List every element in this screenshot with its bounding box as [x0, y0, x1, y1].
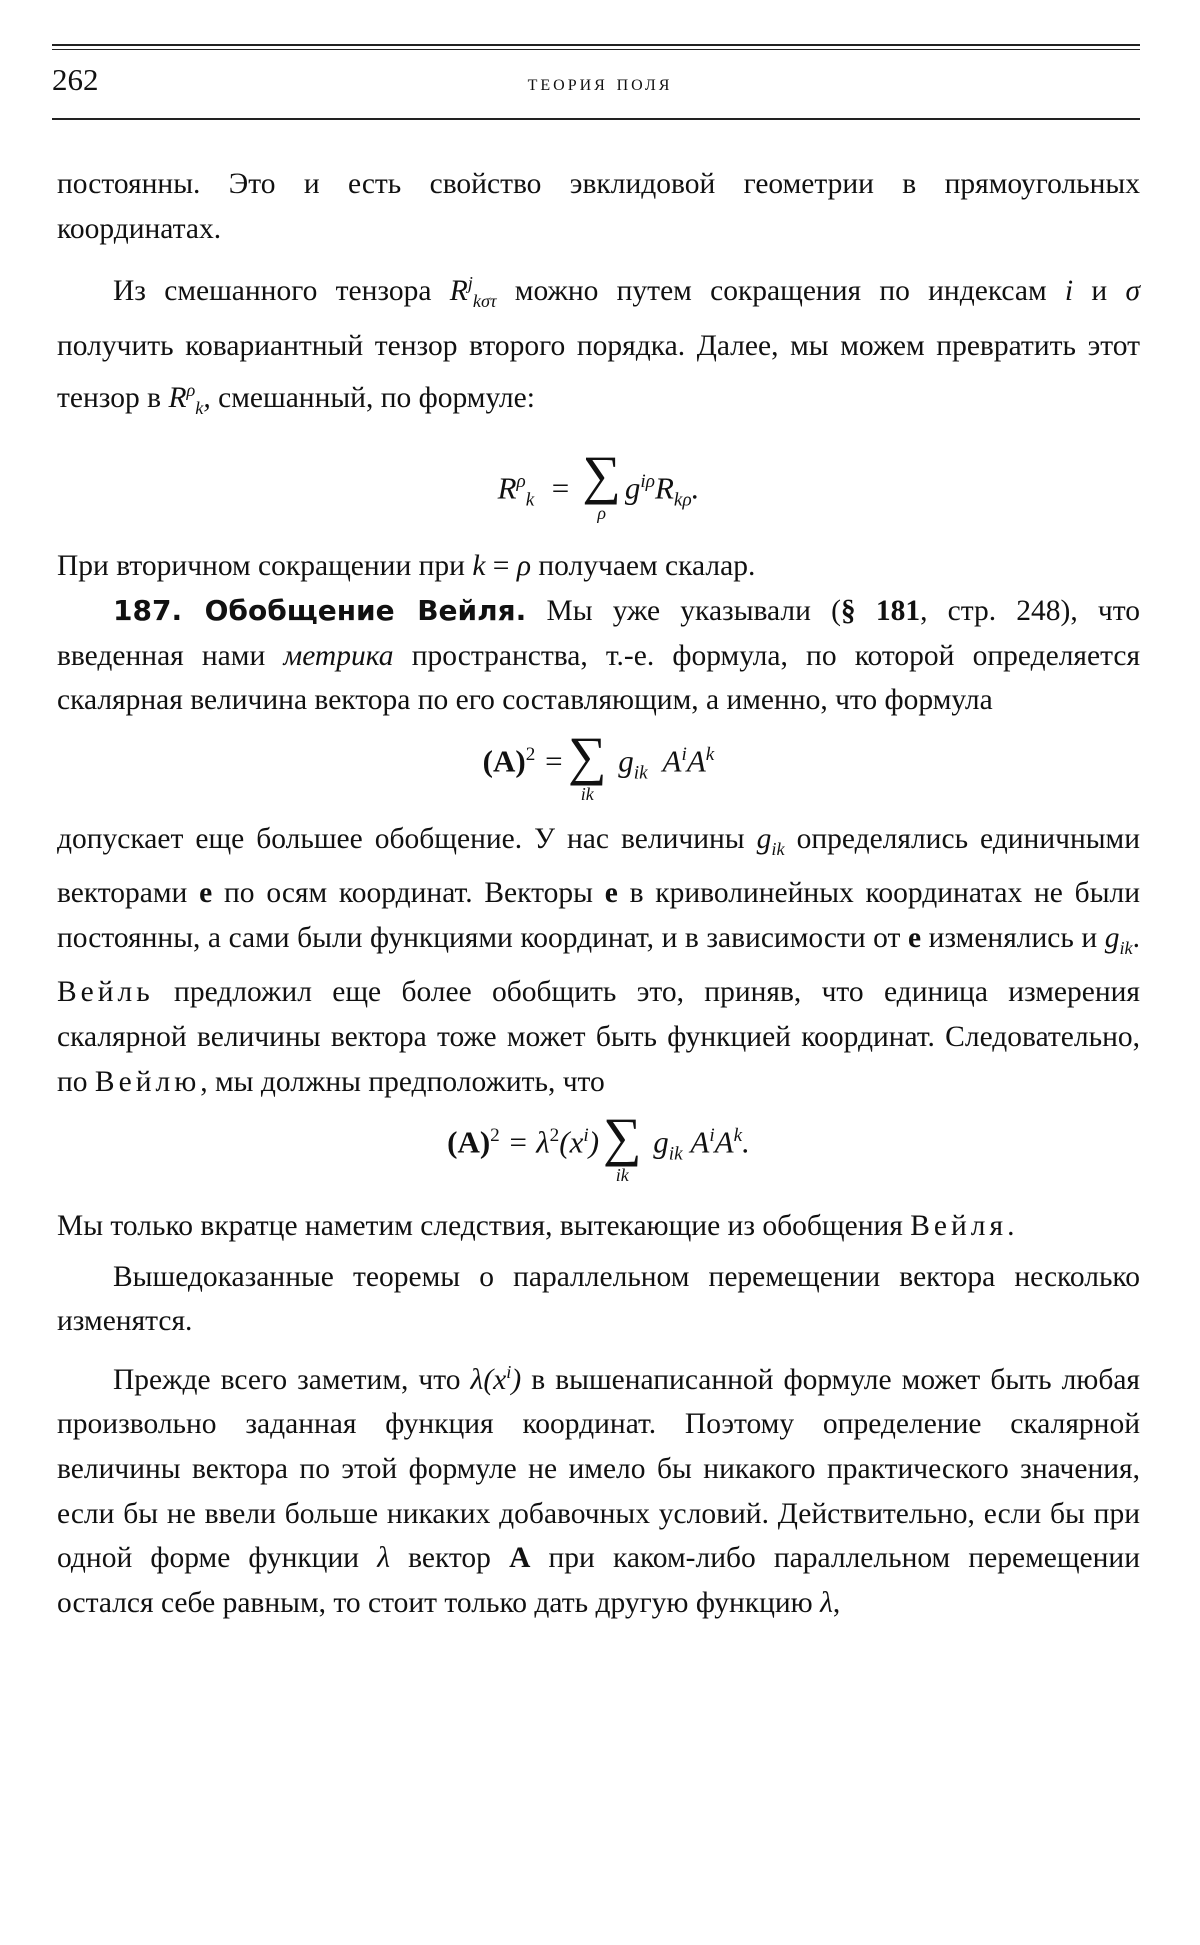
header-rule [52, 44, 1140, 46]
header-rule-thin [52, 49, 1140, 50]
formula-1: $R^\rho_k$ = ∑ ρ $g^{i\rho}R_{k\rho}$. [497, 445, 700, 524]
section-heading: 187. Обобщение Вейля. [113, 594, 527, 627]
page-body [57, 162, 1140, 1625]
paragraph-7: Вышедоказанные теоремы о параллельном перемещении вектора несколько изменятся. [57, 1260, 1140, 1338]
paragraph-6: Мы только вкратце наметим следствия, вытекающие из обобщения Вейля. [57, 1210, 1015, 1243]
running-title: теория поля [527, 70, 673, 95]
header-underline [52, 118, 1140, 120]
page-number: 262 [52, 62, 99, 97]
tensor-R-mixed: $R^j_{k\sigma\tau}$ [449, 273, 497, 311]
paragraph-1: постоянны. Это и есть свойство эвклидовой геометрии в прямоугольных координатах. [57, 168, 1140, 245]
paragraph-4: 187. Обобщение Вейля. Мы уже указывали (§ 181, стр. 248), что введенная нами метрика пространства, т.-е. формула, по которой определяется скалярная величина вектора по его составляющим, а именно, что формула [57, 594, 1141, 717]
paragraph-5: допускает еще большее обобщение. У нас величины $g_{ik}$ определялись единичными векторами e по осям координат. Векторы e в криволинейных координатах не были постоянны, а сами были функциями координат, и в зависимости от e изменялись и $g_{ik}$. Вейль предложил еще более обобщить это, приняв, что единица измерения скалярной величины вектора тоже может быть функцией координат. Следовательно, по Вейлю, мы должны предположить, что [57, 822, 1141, 1098]
formula-3: $(A)^2 = \lambda^2(x^i)$ ∑ ik $g_{ik}$ $A^iA^k$. [447, 1107, 750, 1186]
paragraph-2: Из смешанного тензора $R^j_{k\sigma\tau}$ можно путем сокращения по индексам i и σ получить ковариантный тензор второго порядка. Далее, мы можем превратить этот тензор в $R^\rho_k$, смешанный, по формуле: [57, 273, 1140, 418]
formula-2: $(A)^2$ = ∑ ik $g_{ik}$ $A^iA^k$ [482, 725, 715, 804]
paragraph-8: Прежде всего заметим, что $\lambda(x^i)$ в вышенаписанной формуле может быть любая произвольно заданная функция координат. Поэтому определение скалярной величины вектора по этой формуле не имело бы никакого практического значения, если бы не ввели больше никаких добавочных условий. Действительно, если бы при одной форме функции λ вектор A при каком-либо параллельном перемещении остался себе равным, то стоит только дать другую функцию λ, [57, 1361, 1141, 1619]
paragraph-3: При вторичном сокращении при k = ρ получаем скалар. [57, 550, 756, 583]
